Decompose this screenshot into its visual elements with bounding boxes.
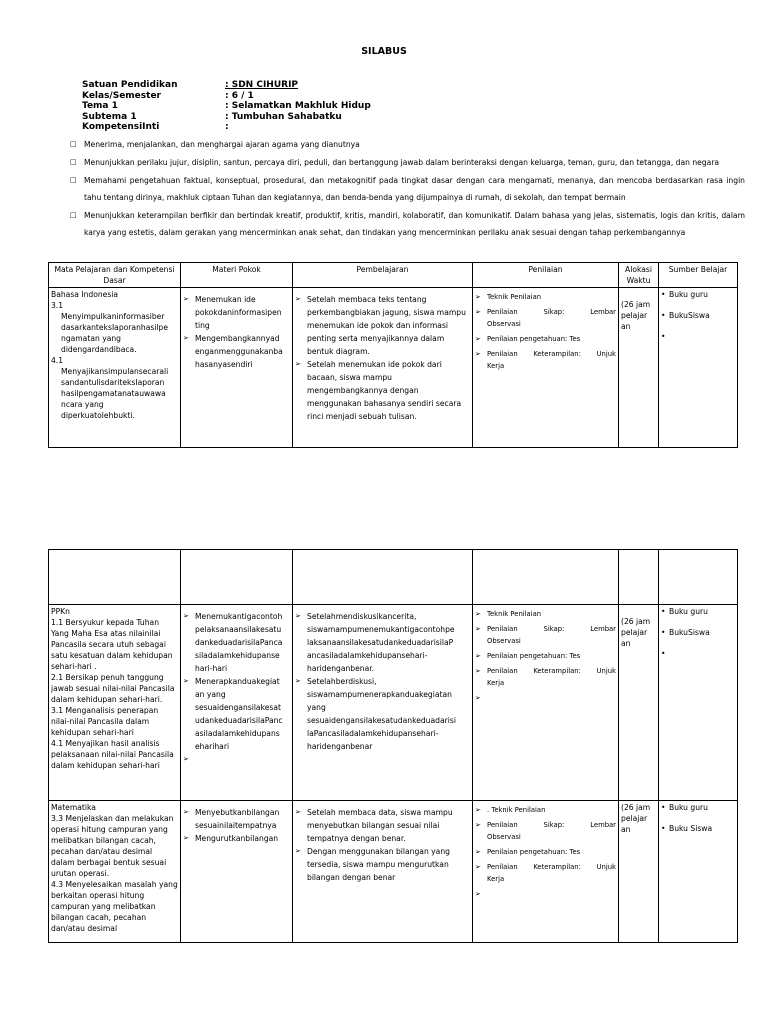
materi-item: ➢ Mengembangkannyad enganmenggunakanba hasanyasendiri xyxy=(183,332,290,371)
penilaian-item: ➢ Penilaian Sikap: Lembar Observasi xyxy=(475,819,616,843)
penilaian-cell xyxy=(473,288,619,448)
header-pembelajaran: Pembelajaran xyxy=(293,263,473,288)
materi-item: ➢ Mengurutkanbilangan xyxy=(183,832,290,845)
header-alokasi: Alokasi Waktu xyxy=(619,263,659,288)
alokasi-text: (26 jam pelajar an xyxy=(621,803,651,834)
ki-item: □ Memahami pengetahuan faktual, konseptual, prosedural, dan metakognitif pada tingkat dasar dengan cara mengamati, menanya, dan mencoba berdasarkan rasa ingin tahu tentang dirinya, makhluk ciptaan Tuhan dan kegiatannya, dan benda-benda yang dijumpainya di rumah, di sekolah, dan tempat bermain xyxy=(70,172,745,206)
kd-number: 3.1 xyxy=(51,301,64,310)
table-row xyxy=(49,801,738,943)
alokasi-text: (26 jam pelajar an xyxy=(621,300,651,331)
checkbox-bullet-icon: □ xyxy=(70,140,77,148)
subject-name: PPKn xyxy=(51,607,70,616)
meta-label: Kelas/Semester xyxy=(82,90,161,101)
kd-text: Menyajikansimpulansecarali sandantulisdariteksIaporan hasilpengamatanatauwawa ncara yang diperkuatolehbukti. xyxy=(61,367,169,420)
penilaian-item: ➢ Penilaian Keterampilan: Unjuk Kerja xyxy=(475,348,616,372)
header-materi: Materi Pokok xyxy=(181,263,293,288)
ki-item: □ Menerima, menjalankan, dan menghargai ajaran agama yang dianutnya xyxy=(70,136,745,153)
sumber-item: • Buku guru xyxy=(661,802,735,813)
kd-cell xyxy=(49,288,181,448)
table-row xyxy=(49,605,738,801)
penilaian-item: ➢ . Teknik Penilaian xyxy=(475,804,616,816)
kd-item: 4.1 Menyajikan hasil analisis pelaksanaan nilai-nilai Pancasila dalam kehidupan sehari-hari xyxy=(51,739,174,770)
meta-label: Satuan Pendidikan xyxy=(82,80,178,90)
ki-item: □ Menunjukkan keterampilan berfikir dan bertindak kreatif, produktif, kritis, mandiri, kolaboratif, dan komunikatif. Dalam bahasa yang jelas, sistematis, logis dan kritis, dalam karya yang estetis, dalam gerakan yang mencerminkan anak sehat, dan tindakan yang mencerminkan perilaku anak sesuai dengan tahap perkembangannya xyxy=(70,207,745,241)
pembelajaran-item: ➢ Setelah membaca teks tentang perkembangbiakan jagung, siswa mampu menemukan ide pokok dan informasi penting serta menyajikannya dalam bentuk diagram. xyxy=(295,293,470,358)
header-mapel-kd: Mata Pelajaran dan Kompetensi Dasar xyxy=(49,263,181,288)
subject-name: Matematika xyxy=(51,803,96,812)
pembelajaran-item: ➢ Setelah menemukan ide pokok dari bacaan, siswa mampu mengembangkannya dengan menggunakan bahasanya sendiri secara rinci menjadi sebuah tulisan. xyxy=(295,358,470,423)
penilaian-cell xyxy=(473,801,619,943)
meta-label: Tema 1 xyxy=(82,101,118,111)
identity-block xyxy=(82,80,371,133)
meta-label: KompetensiInti xyxy=(82,122,160,132)
pembelajaran-cell xyxy=(293,605,473,801)
header-penilaian: Penilaian xyxy=(473,263,619,288)
sumber-item: • BukuSiswa xyxy=(661,627,735,638)
materi-item: ➢ Menemukan ide pokokdaninformasipen ting xyxy=(183,293,290,332)
ki-item: □ Menunjukkan perilaku jujur, disiplin, santun, percaya diri, peduli, dan bertanggung jawab dalam berinteraksi dengan keluarga, teman, guru, dan tetangga, dan negara xyxy=(70,154,745,171)
pembelajaran-item: ➢ Dengan menggunakan bilangan yang tersedia, siswa mampu mengurutkan bilangan dengan benar xyxy=(295,845,470,884)
penilaian-item: ➢ Penilaian pengetahuan: Tes xyxy=(475,846,616,858)
alokasi-cell xyxy=(619,288,659,448)
alokasi-cell xyxy=(619,605,659,801)
kompetensi-inti-list xyxy=(70,136,745,242)
penilaian-cell xyxy=(473,605,619,801)
meta-value: : Selamatkan Makhluk Hidup xyxy=(225,101,371,111)
meta-value: : xyxy=(225,122,229,132)
penilaian-item: ➢ Penilaian pengetahuan: Tes xyxy=(475,333,616,345)
materi-cell xyxy=(181,801,293,943)
kd-item: 4.3 Menyelesaikan masalah yang berkaitan operasi hitung campuran yang melibatkan bilangan cacah, pecahan dan/atau desimal xyxy=(51,880,178,933)
meta-label: Subtema 1 xyxy=(82,111,137,122)
pembelajaran-item: ➢ Setelahberdiskusi, siswamampumenerapkanduakegiatan yang sesuaidengansilakesatudankeduadarisi laPancasiladalamkehidupansehari-haridenganbenar xyxy=(295,675,470,753)
kd-item: 2.1 Bersikap penuh tanggung jawab sesuai nilai-nilai Pancasila dalam kehidupan sehari-hari. xyxy=(51,673,175,704)
kd-item: 3.3 Menjelaskan dan melakukan operasi hitung campuran yang melibatkan bilangan cacah, pecahan dan/atau desimal dalam berbagai bentuk sesuai urutan operasi. xyxy=(51,814,174,878)
sumber-cell xyxy=(659,801,738,943)
kd-cell xyxy=(49,605,181,801)
materi-item: ➢ Menerapkanduakegiat an yang sesuaidengansilakesat udankeduadarisilaPanc asiladalamkehidupans eharihari xyxy=(183,675,290,753)
sumber-item: • Buku Siswa xyxy=(661,823,735,834)
materi-item: ➢ Menemukantigacontoh pelaksanaansilakesatu dankeduadarisilaPanca siladalamkehidupanse hari-hari xyxy=(183,610,290,675)
penilaian-item: ➢ Teknik Penilaian xyxy=(475,291,616,303)
table-header-row xyxy=(49,263,738,288)
penilaian-item: ➢ Teknik Penilaian xyxy=(475,608,616,620)
page-title: SILABUS xyxy=(361,46,407,57)
penilaian-item: ➢ Penilaian Sikap: Lembar Observasi xyxy=(475,623,616,647)
meta-value: : SDN CIHURIP xyxy=(225,80,299,90)
kd-item: 3.1 Menganalisis penerapan nilai-nilai Pancasila dalam kehidupan sehari-hari xyxy=(51,706,159,737)
kd-item: 1.1 Bersyukur kepada Tuhan Yang Maha Esa atas nilainilai Pancasila secara utuh sebagai satu kesatuan dalam kehidupan sehari-hari . xyxy=(51,618,173,671)
pembelajaran-item: ➢ Setelahmendiskusikancerita, siswamampumenemukantigacontohpe laksanaansilakesatudankeduadarisilaP ancasiladalamkehidupansehari-haridenganbenar. xyxy=(295,610,470,675)
materi-cell xyxy=(181,288,293,448)
sumber-cell xyxy=(659,288,738,448)
pembelajaran-cell xyxy=(293,288,473,448)
checkbox-bullet-icon: □ xyxy=(70,158,77,166)
empty-header-row xyxy=(49,550,738,605)
table-row xyxy=(49,288,738,448)
header-sumber: Sumber Belajar xyxy=(659,263,738,288)
penilaian-item: ➢ Penilaian Keterampilan: Unjuk Kerja xyxy=(475,861,616,885)
penilaian-item: ➢ Penilaian pengetahuan: Tes xyxy=(475,650,616,662)
checkbox-bullet-icon: □ xyxy=(70,211,77,219)
sumber-item: • BukuSiswa xyxy=(661,310,735,321)
syllabus-table-2 xyxy=(48,549,738,943)
kd-cell xyxy=(49,801,181,943)
kd-number: 4.1 xyxy=(51,356,64,365)
penilaian-item: ➢ Penilaian Sikap: Lembar Observasi xyxy=(475,306,616,330)
meta-value: : Tumbuhan Sahabatku xyxy=(225,111,342,122)
sumber-item: • Buku guru xyxy=(661,606,735,617)
alokasi-text: (26 jam pelajar an xyxy=(621,617,651,648)
alokasi-cell xyxy=(619,801,659,943)
penilaian-item: ➢ Penilaian Keterampilan: Unjuk Kerja xyxy=(475,665,616,689)
subject-name: Bahasa Indonesia xyxy=(51,290,119,299)
checkbox-bullet-icon: □ xyxy=(70,176,77,184)
syllabus-table-1 xyxy=(48,262,738,448)
pembelajaran-item: ➢ Setelah membaca data, siswa mampu menyebutkan bilangan sesuai nilai tempatnya dengan benar. xyxy=(295,806,470,845)
materi-item: ➢ Menyebutkanbilangan sesuainilaitempatnya xyxy=(183,806,290,832)
pembelajaran-cell xyxy=(293,801,473,943)
materi-cell xyxy=(181,605,293,801)
sumber-item: • Buku guru xyxy=(661,289,735,300)
kd-text: Menyimpulkaninformasiber dasarkanteksIaporanhasilpe ngamatan yang didengardandibaca. xyxy=(61,312,169,354)
meta-value: : 6 / 1 xyxy=(225,90,254,101)
sumber-cell xyxy=(659,605,738,801)
